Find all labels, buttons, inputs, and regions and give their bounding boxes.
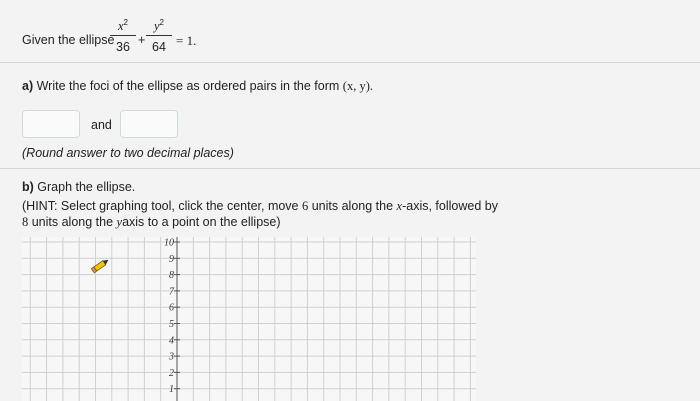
part-a-label: a) <box>22 79 34 93</box>
intro-text: Given the ellipse <box>22 33 115 47</box>
y-tick-label: 3 <box>169 351 174 363</box>
plus-sign: + <box>138 33 146 47</box>
focus-2-input[interactable] <box>120 110 178 138</box>
rounding-note: (Round answer to two decimal places) <box>22 146 234 160</box>
y-tick-label: 8 <box>169 270 174 282</box>
y-tick-label: 2 <box>169 367 174 379</box>
y-tick-label: 5 <box>169 319 174 330</box>
grid-lines <box>22 237 476 401</box>
y-tick-label: 6 <box>169 302 174 314</box>
fraction-y: $y^2$ 64 <box>146 18 172 58</box>
part-a-text: Write the foci of the ellipse as ordered pairs in the form <box>36 79 340 93</box>
equals-one: = 1. <box>176 33 197 48</box>
y-tick-label: 1 <box>169 384 174 396</box>
hint-line-2: 8 units along the yaxis to a point on the ellipse) <box>22 215 281 229</box>
y-tick-label: 4 <box>169 335 174 347</box>
fraction-x: $x^2$ 36 <box>110 18 136 58</box>
and-label: and <box>91 118 112 132</box>
hint-line-1: (HINT: Select graphing tool, click the center, move 6 units along the x-axis, followed by <box>22 199 498 213</box>
problem-statement <box>22 33 114 47</box>
y-axis-ticks <box>164 238 180 396</box>
coordinate-grid[interactable] <box>22 237 476 401</box>
divider-middle <box>0 168 700 169</box>
focus-1-input[interactable] <box>22 110 80 138</box>
part-a-prompt <box>22 79 373 94</box>
y-tick-label: 9 <box>169 253 174 265</box>
part-b-label: b) <box>22 180 34 194</box>
y-tick-label: 10 <box>164 237 174 249</box>
part-b-title <box>22 180 135 194</box>
y-tick-label: 7 <box>169 286 174 298</box>
divider-top <box>0 62 700 63</box>
graph-canvas[interactable] <box>22 237 476 401</box>
pencil-icon[interactable] <box>91 258 109 273</box>
ordered-pair-form: (x, y). <box>342 79 373 93</box>
part-b-title-text: Graph the ellipse. <box>37 180 136 194</box>
